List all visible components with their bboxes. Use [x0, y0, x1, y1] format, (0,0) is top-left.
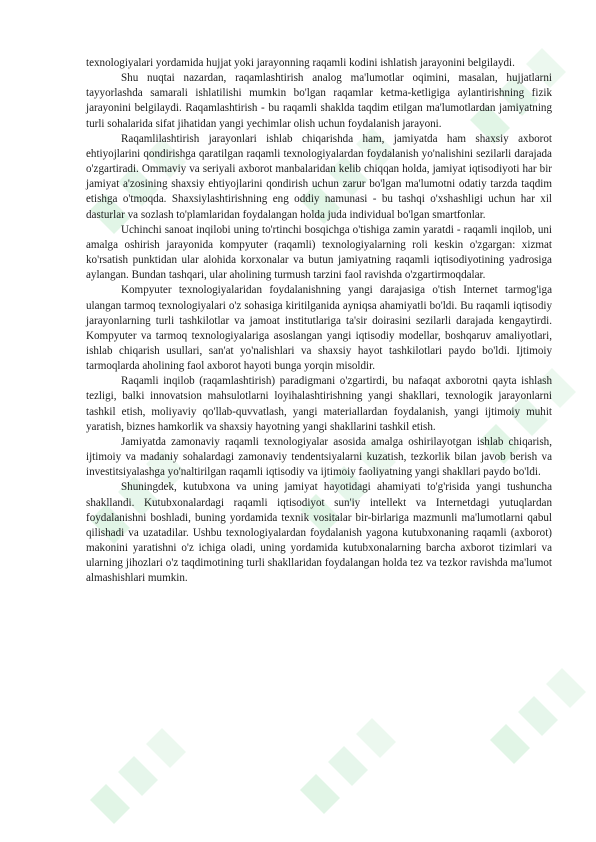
paragraph-8: Shuningdek, kutubxona va uning jamiyat hayotidagi ahamiyati to'g'risida yangi tushuncha shakllandi. Kutubxonalardagi raqamli iqtisodiyot sun'iy intellekt va Internetdagi yutuqlardan foydalanishni boshladi, buning yordamida texnik vositalar bir-birlariga mazmunli ma'lumotlarni qabul qilishadi va uzatadilar. Ushbu texnologiyalardan foydalanish yagona kutubxonaning raqamli (axborot) makonini yaratishni o'z ichiga oladi, uning yordamida kutubxonalarning barcha axborot tizimlari va ularning jihozlari o'z taqdimotining turli shakllaridan foydalangan holda tez va tezkor ravishda ma'lumot almashishlari mumkin.: [86, 481, 552, 585]
paragraph-5: Kompyuter texnologiyalaridan foydalanishning yangi darajasiga o'tish Internet tarmog'iga ulangan tarmoq texnologiyalari o'z sohasiga kiritilganida ayniqsa ahamiyatli bo'ldi. Bu raqamli iqtisodiy jarayonlarning turli tashkilotlar va jamoat institutlariga ta'sir doirasini sezilarli darajada kengaytirdi. Kompyuter va tarmoq texnologiyalariga asoslangan yangi iqtisodiy modellar, boshqaruv amaliyotlari, ishlab chiqarish usullari, san'at yo'nalishlari va shaxsiy hayot tashkilotlari paydo bo'ldi. Ijtimoiy tarmoqlarda aholining faol axborot hayoti bunga yorqin misoldir.: [86, 284, 552, 373]
paragraph-7: Jamiyatda zamonaviy raqamli texnologiyalar asosida amalga oshirilayotgan ishlab chiqarish, ijtimoiy va madaniy sohalardagi zamonaviy tendentsiyalarni kuzatish, tezkorlik bilan javob berish va investitsiyalashga yo'naltirilgan raqamli iqtisodiy va ijtimoiy faoliyatning yangi shakllari paydo bo'ldi.: [86, 435, 552, 479]
document-body: [86, 56, 552, 586]
paragraph-3: Raqamlilashtirish jarayonlari ishlab chiqarishda ham, jamiyatda ham shaxsiy axborot ehtiyojlarini qondirishga qaratilgan raqamli texnologiyalardan foydalanish yo'nalishini sezilarli darajada o'zgartiradi. Ommaviy va seriyali axborot manbalaridan kelib chiqqan holda, jamiyat iqtisodiyoti har bir jamiyat a'zosining shaxsiy ehtiyojlarini qondirish uchun zarur bo'lgan ma'lumotni odatiy tarzda taqdim etishga o'tmoqda. Shaxsiylashtirishning eng oddiy namunasi - bu tashqi o'xshashligi uchun har xil dasturlar va sozlash to'plamlaridan foydalangan holda juda individual bo'lgan smartfonlar.: [86, 132, 552, 221]
paragraph-1: texnologiyalari yordamida hujjat yoki jarayonning raqamli kodini ishlatish jarayonini belgilaydi.: [86, 57, 515, 69]
paragraph-6: Raqamli inqilob (raqamlashtirish) paradigmani o'zgartirdi, bu nafaqat axborotni qayta ishlash tezligi, balki innovatsion mahsulotlarni loyihalashtirishning yangi shakllari, texnologik jarayonlarni tashkil etish, moliyaviy qo'llab-quvvatlash, yangi materiallardan foydalanish, yangi ijtimoiy muhit yaratish, biznes hamkorlik va shaxsiy hayotning yangi shakllarini tashkil etish.: [86, 375, 552, 433]
paragraph-4: Uchinchi sanoat inqilobi uning to'rtinchi bosqichga o'tishiga zamin yaratdi - raqamli inqilob, uni amalga oshirish jarayonida kompyuter (raqamli) texnologiyalarning roli keskin o'zgargan: xizmat ko'rsatish punktidan ular alohida korxonalar va butun jamiyatning raqamli iqtisodiyotining yadrosiga aylangan. Bundan tashqari, ular aholining turmush tarzini faol ravishda o'zgartirmoqdalar.: [86, 223, 552, 282]
paragraph-2: Shu nuqtai nazardan, raqamlashtirish analog ma'lumotlar oqimini, masalan, hujjatlarni tayyorlashda samarali ishlatilishi mumkin bo'lgan raqamlar ketma-ketligiga aylantirishning fizik jarayonini belgilaydi. Raqamlashtirish - bu raqamli shaklda taqdim etilgan ma'lumotlardan jamiyatning turli sohalarida sifat jihatidan yangi yechimlar olish uchun foydalanish jarayoni.: [86, 72, 552, 130]
